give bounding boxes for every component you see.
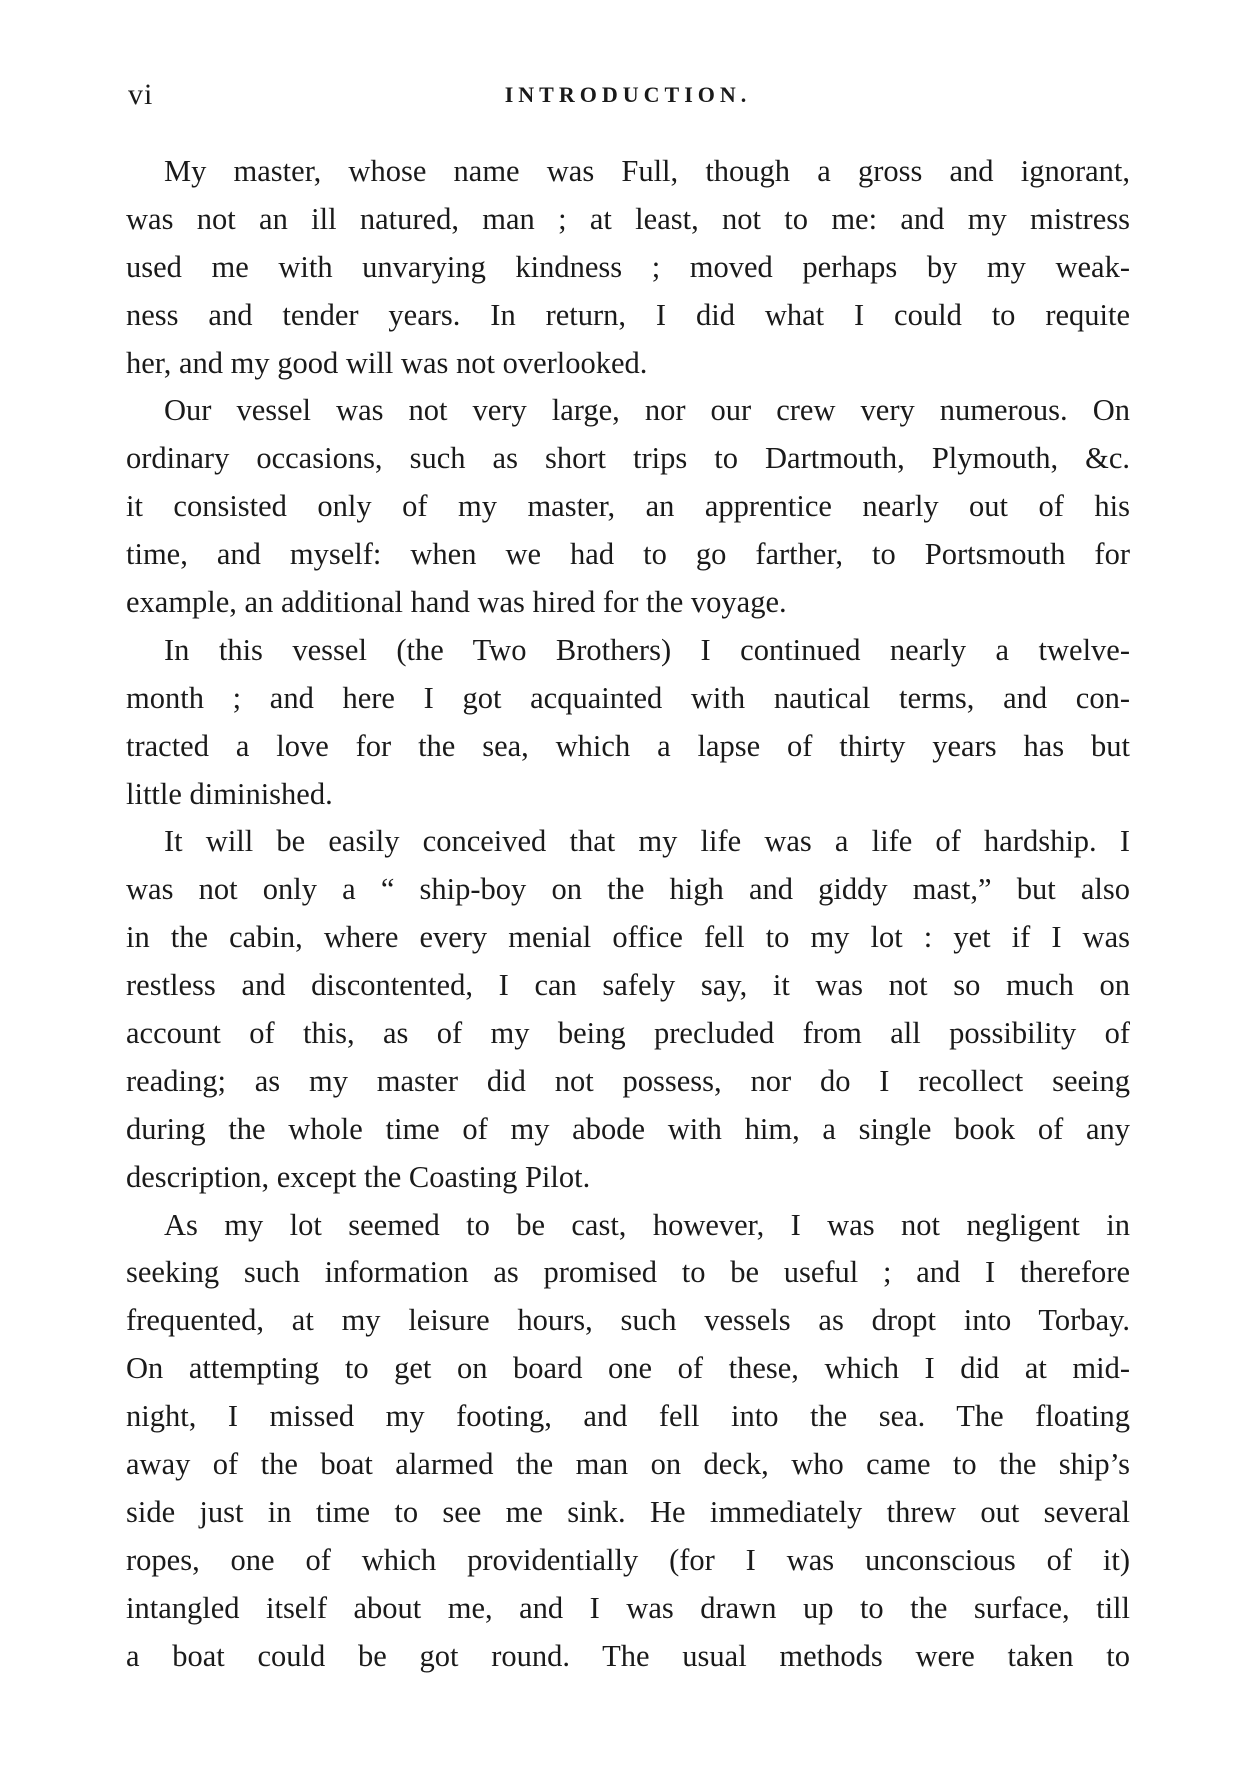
text-line: Our vessel was not very large, nor our crew very numerous. On [164,393,1130,428]
text-line: ropes, one of which providentially (for I was unconscious of it) [126,1542,1130,1577]
text-line: account of this, as of my being precluded from all possibility of [126,1016,1130,1051]
text-line: On attempting to get on board one of these, which I did at mid- [126,1351,1130,1386]
text-line: tracted a love for the sea, which a lapse of thirty years has but [126,728,1130,763]
text-line: It will be easily conceived that my life was a life of hardship. I [164,824,1130,859]
text-line: frequented, at my leisure hours, such vessels as dropt into Torbay. [126,1303,1130,1338]
text-line: ness and tender years. In return, I did what I could to requite [126,297,1130,332]
text-line: seeking such information as promised to be useful ; and I therefore [126,1255,1130,1290]
text-line: description, except the Coasting Pilot. [126,1159,591,1194]
text-line: In this vessel (the Two Brothers) I continued nearly a twelve- [164,632,1130,667]
body-text [126,148,1130,1681]
paragraph [126,1202,1130,1681]
paragraph [126,818,1130,1201]
text-line: My master, whose name was Full, though a gross and ignorant, [164,154,1130,188]
text-line: during the whole time of my abode with him, a single book of any [126,1111,1130,1146]
text-line: used me with unvarying kindness ; moved perhaps by my weak- [126,249,1130,284]
text-line: ordinary occasions, such as short trips to Dartmouth, Plymouth, &c. [126,441,1130,476]
running-head [128,78,1128,118]
text-line: night, I missed my footing, and fell into the sea. The floating [126,1399,1130,1434]
text-line: reading; as my master did not possess, nor do I recollect seeing [126,1063,1130,1098]
text-line: was not an ill natured, man ; at least, not to me: and my mistress [126,201,1130,236]
page-number: vi [128,78,154,111]
text-line: intangled itself about me, and I was drawn up to the surface, till [126,1590,1130,1625]
text-line: restless and discontented, I can safely say, it was not so much on [126,968,1130,1003]
paragraph [126,387,1130,626]
text-line: her, and my good will was not overlooked. [126,345,648,380]
text-line: month ; and here I got acquainted with nautical terms, and con- [126,680,1130,715]
text-line: was not only a “ ship-boy on the high and giddy mast,” but also [126,872,1130,907]
text-line: it consisted only of my master, an apprentice nearly out of his [126,489,1130,524]
paragraph [126,627,1130,819]
text-line: a boat could be got round. The usual methods were taken to [126,1638,1130,1673]
text-line: little diminished. [126,776,333,811]
text-line: in the cabin, where every menial office fell to my lot : yet if I was [126,920,1130,955]
text-line: example, an additional hand was hired for the voyage. [126,585,787,620]
running-title: INTRODUCTION. [504,82,752,107]
text-line: away of the boat alarmed the man on deck, who came to the ship’s [126,1447,1130,1482]
paragraph [126,148,1130,387]
text-line: time, and myself: when we had to go farther, to Portsmouth for [126,537,1130,572]
text-line: side just in time to see me sink. He immediately threw out several [126,1494,1130,1529]
text-line: As my lot seemed to be cast, however, I was not negligent in [164,1207,1130,1242]
